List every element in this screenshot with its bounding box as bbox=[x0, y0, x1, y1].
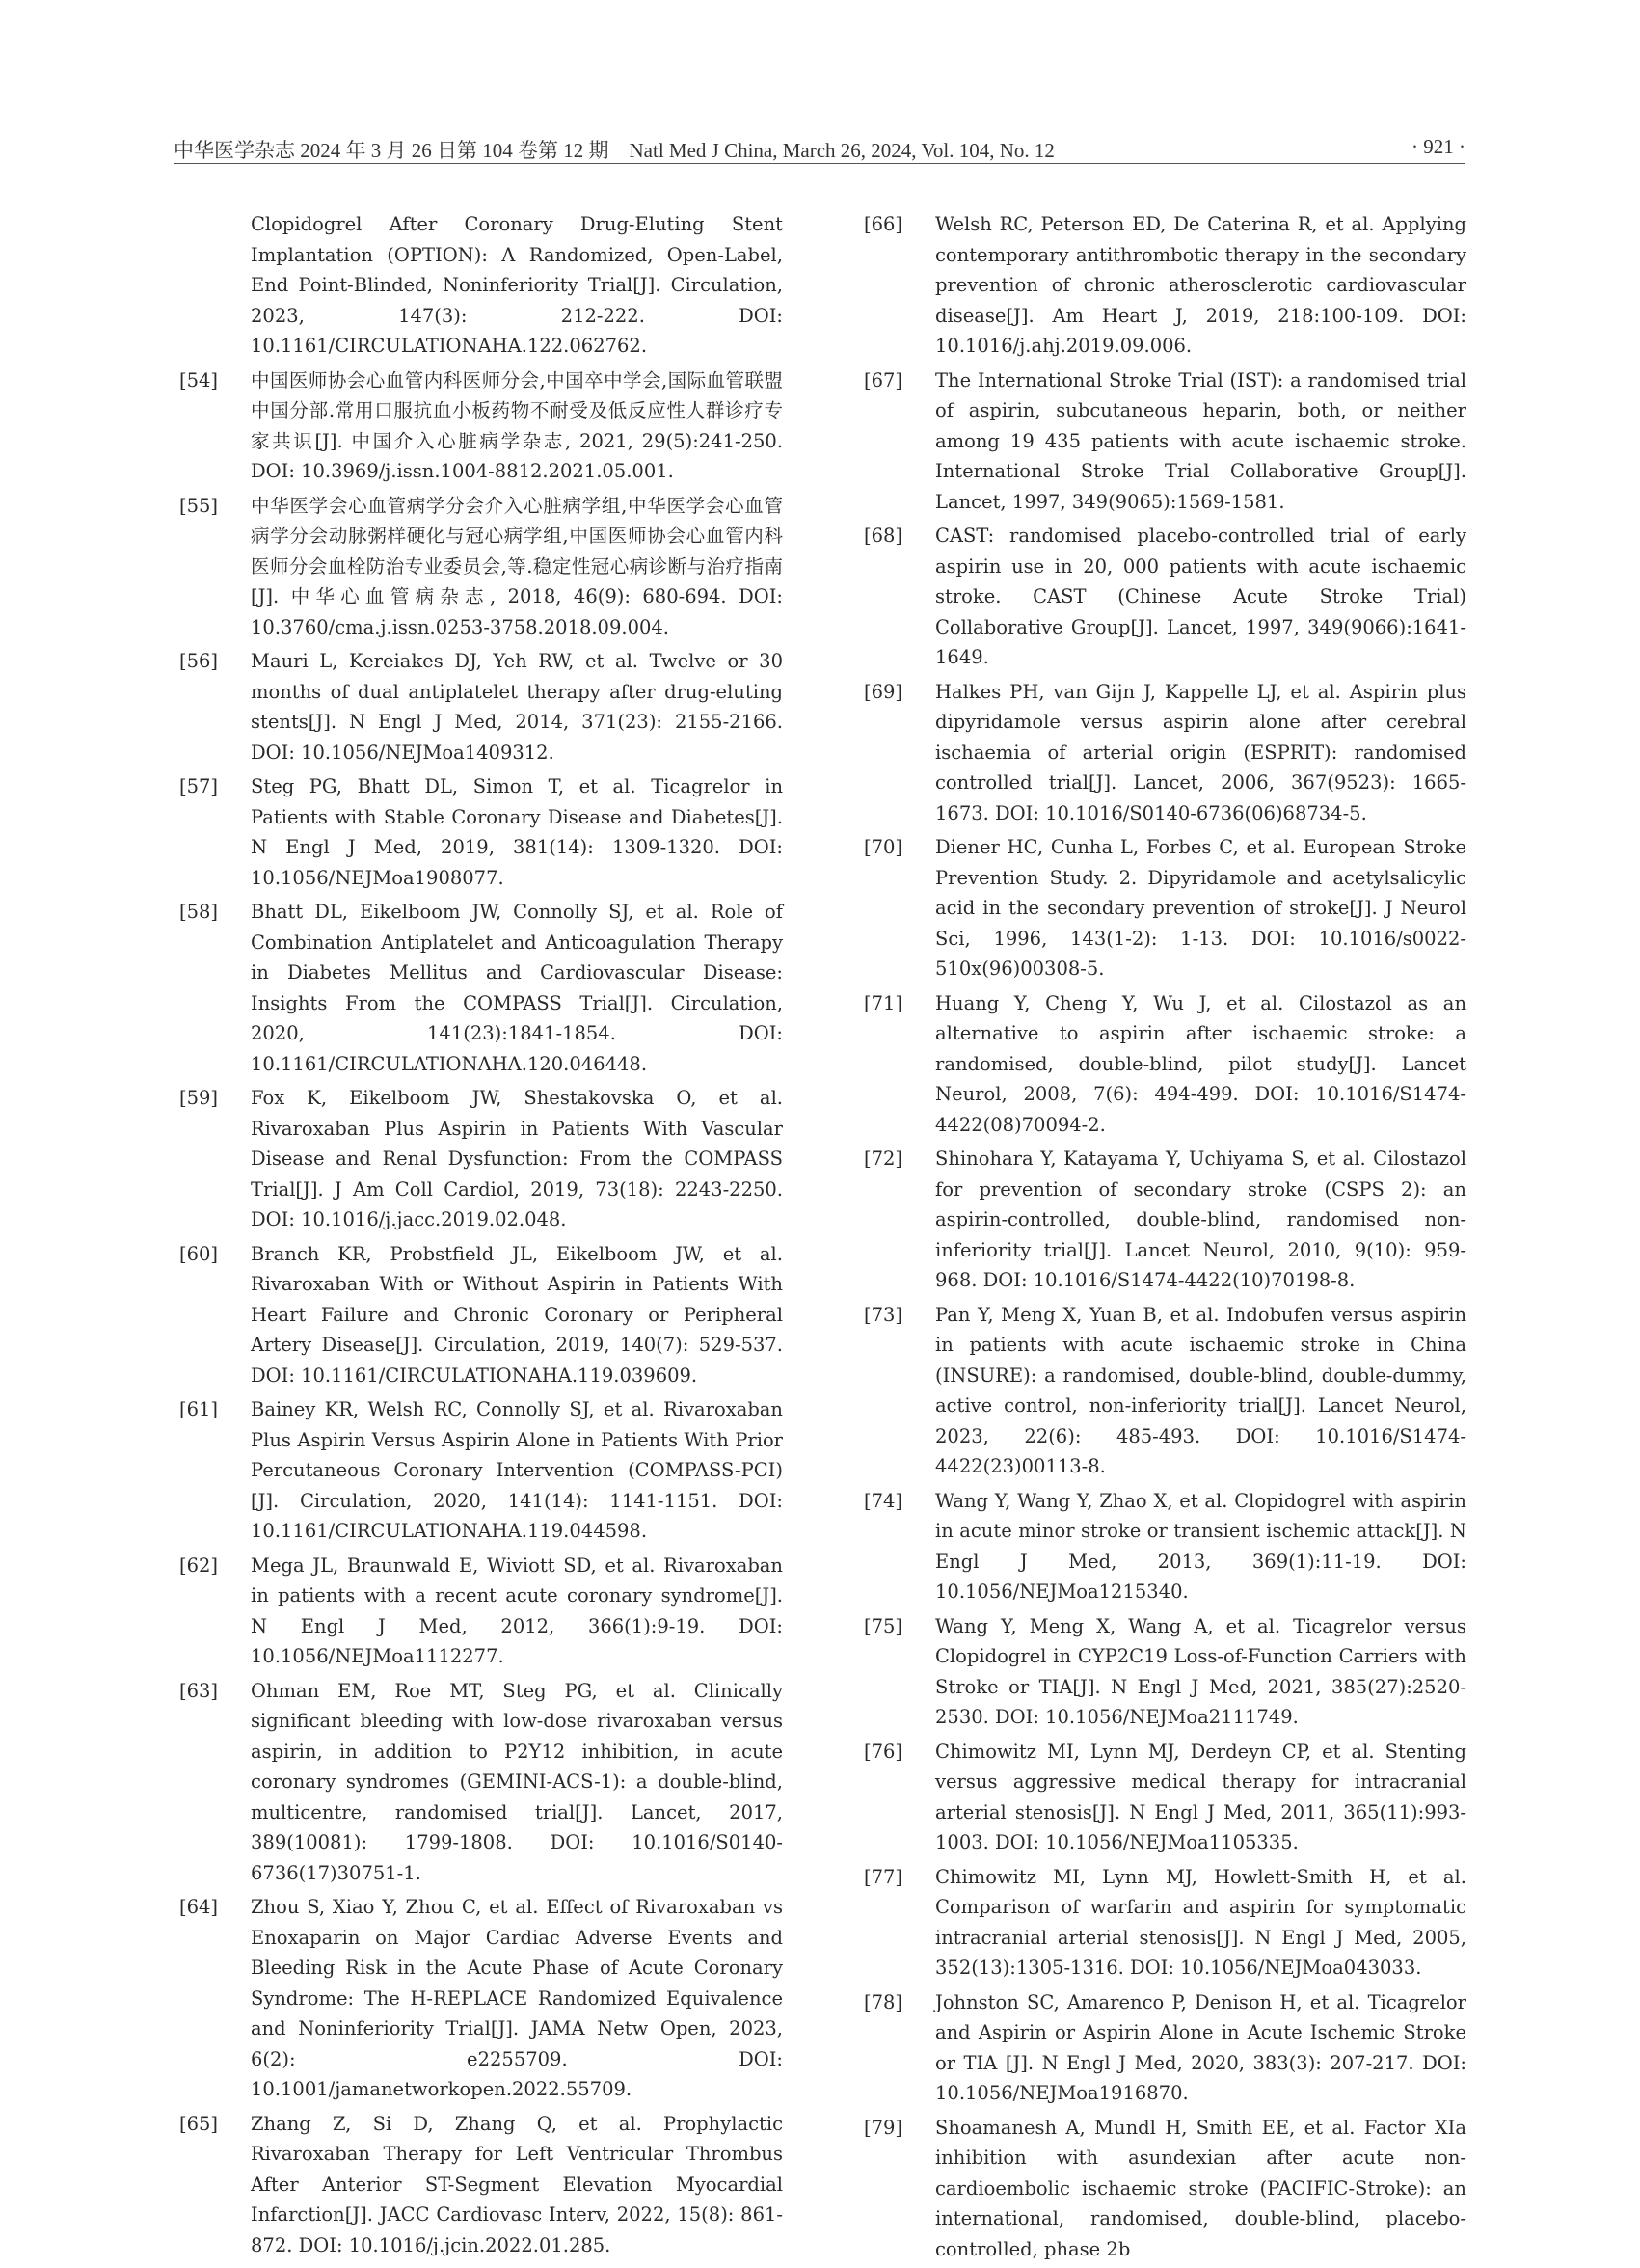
reference-number: [55] bbox=[179, 494, 219, 517]
reference-item bbox=[864, 1987, 1466, 2109]
reference-item bbox=[179, 365, 783, 487]
reference-item bbox=[864, 1611, 1466, 1733]
reference-number: [71] bbox=[864, 991, 903, 1014]
header-rule bbox=[174, 163, 1465, 164]
reference-item bbox=[179, 771, 783, 893]
reference-number: [70] bbox=[864, 836, 903, 858]
reference-number: [59] bbox=[179, 1087, 219, 1109]
reference-item bbox=[864, 1737, 1466, 1858]
reference-text: Huang Y, Cheng Y, Wu J, et al. Cilostazol as an alternative to aspirin after ischaemic stroke: a randomised, double-blind, pilot study[J]. Lancet Neurol, 2008, 7(6): 494-499. DOI: 10.1016/S1474-4422(08)70094-2. bbox=[935, 991, 1466, 1136]
reference-number: [61] bbox=[179, 1398, 219, 1420]
reference-text: Chimowitz MI, Lynn MJ, Derdeyn CP, et al. Stenting versus aggressive medical therapy for intracranial arterial stenosis[J]. N Engl J Med, 2011, 365(11):993-1003. DOI: 10.1056/NEJMoa1105335. bbox=[935, 1740, 1466, 1853]
reference-number: [73] bbox=[864, 1303, 903, 1326]
reference-item bbox=[179, 2109, 783, 2261]
reference-number: [62] bbox=[179, 1553, 219, 1577]
reference-item bbox=[179, 1551, 783, 1672]
reference-number: [64] bbox=[179, 1896, 219, 1918]
journal-citation-header: 中华医学杂志 2024 年 3 月 26 日第 104 卷第 12 期 Natl Med J China, March 26, 2024, Vol. 104, No. 12 bbox=[174, 139, 1055, 162]
reference-item bbox=[179, 491, 783, 643]
reference-number: [54] bbox=[179, 368, 219, 392]
reference-text: Johnston SC, Amarenco P, Denison H, et al. Ticagrelor and Aspirin or Aspirin Alone in Acute Ischemic Stroke or TIA [J]. N Engl J Med, 2020, 383(3): 207-217. DOI: 10.1056/NEJMoa1916870. bbox=[935, 1990, 1466, 2104]
reference-text: Bainey KR, Welsh RC, Connolly SJ, et al. Rivaroxaban Plus Aspirin Versus Aspirin Alone in Patients With Prior Percutaneous Coronary Intervention (COMPASS-PCI) [J]. Circulation, 2020, 141(14): 1141-1151. DOI: 10.1161/CIRCULATIONAHA.119.044598. bbox=[251, 1398, 783, 1542]
reference-text: 中华医学会心血管病学分会介入心脏病学组,中华医学会心血管病学分会动脉粥样硬化与冠心病学组,中国医师协会心血管内科医师分会血栓防治专业委员会,等.稳定性冠心病诊断与治疗指南[J]. 中华心血管病杂志, 2018, 46(9): 680-694. DOI: 10.3760/cma.j.issn.0253-3758.2018.09.004. bbox=[251, 494, 783, 638]
reference-item bbox=[864, 988, 1466, 1141]
running-header bbox=[174, 131, 1465, 164]
reference-text: CAST: randomised placebo-controlled trial of early aspirin use in 20, 000 patients with acute ischaemic stroke. CAST (Chinese Acute Stroke Trial) Collaborative Group[J]. Lancet, 1997, 349(9066):1641-1649. bbox=[935, 525, 1466, 668]
reference-item bbox=[179, 209, 783, 362]
reference-number: [72] bbox=[864, 1148, 903, 1170]
reference-number: [76] bbox=[864, 1740, 903, 1763]
reference-item bbox=[864, 209, 1466, 362]
reference-item bbox=[864, 2113, 1466, 2265]
reference-item bbox=[864, 1862, 1466, 1984]
reference-number: [58] bbox=[179, 901, 219, 923]
reference-text: Pan Y, Meng X, Yuan B, et al. Indobufen versus aspirin in patients with acute ischaemic stroke in China (INSURE): a randomised, double-blind, double-dummy, active control, non-inferiority trial[J]. Lancet Neurol, 2023, 22(6): 485-493. DOI: 10.1016/S1474-4422(23)00113-8. bbox=[935, 1303, 1466, 1477]
reference-text: Zhou S, Xiao Y, Zhou C, et al. Effect of Rivaroxaban vs Enoxaparin on Major Cardiac Adverse Events and Bleeding Risk in the Acute Phase of Acute Coronary Syndrome: The H-REPLACE Randomized Equivalence and Noninferiority Trial[J]. JAMA Netw Open, 2023, 6(2): e2255709. DOI: 10.1001/jamanetworkopen.2022.55709. bbox=[251, 1896, 783, 2100]
reference-number: [74] bbox=[864, 1489, 903, 1512]
reference-item bbox=[864, 365, 1466, 518]
reference-text: 中国医师协会心血管内科医师分会,中国卒中学会,国际血管联盟中国分部.常用口服抗血小板药物不耐受及低反应性人群诊疗专家共识[J]. 中国介入心脏病学杂志, 2021, 29(5):241-250. DOI: 10.3969/j.issn.1004-8812.2021.05.001. bbox=[251, 368, 783, 482]
reference-number: [65] bbox=[179, 2112, 219, 2135]
reference-text: Branch KR, Probstfield JL, Eikelboom JW, et al. Rivaroxaban With or Without Aspirin in Patients With Heart Failure and Chronic Coronary or Peripheral Artery Disease[J]. Circulation, 2019, 140(7): 529-537. DOI: 10.1161/CIRCULATIONAHA.119.039609. bbox=[251, 1242, 783, 1387]
reference-number: [60] bbox=[179, 1242, 219, 1265]
reference-text: Ohman EM, Roe MT, Steg PG, et al. Clinically significant bleeding with low-dose rivaroxaban versus aspirin, in addition to P2Y12 inhibition, in acute coronary syndromes (GEMINI-ACS-1): a double-blind, multicentre, randomised trial[J]. Lancet, 2017, 389(10081): 1799-1808. DOI: 10.1016/S0140-6736(17)30751-1. bbox=[251, 1679, 783, 1884]
reference-item bbox=[179, 1892, 783, 2105]
reference-text: Mega JL, Braunwald E, Wiviott SD, et al. Rivaroxaban in patients with a recent acute coronary syndrome[J]. N Engl J Med, 2012, 366(1):9-19. DOI: 10.1056/NEJMoa1112277. bbox=[251, 1553, 783, 1667]
reference-item bbox=[864, 1144, 1466, 1296]
reference-number: [57] bbox=[179, 775, 219, 797]
reference-item bbox=[179, 897, 783, 1079]
reference-text: Clopidogrel After Coronary Drug-Eluting Stent Implantation (OPTION): A Randomized, Open-Label, End Point-Blinded, Noninferiority Trial[J]. Circulation, 2023, 147(3): 212-222. DOI: 10.1161/CIRCULATIONAHA.122.062762. bbox=[251, 213, 783, 357]
reference-text: Halkes PH, van Gijn J, Kappelle LJ, et al. Aspirin plus dipyridamole versus aspirin alone after cerebral ischaemia of arterial origin (ESPRIT): randomised controlled trial[J]. Lancet, 2006, 367(9523): 1665-1673. DOI: 10.1016/S0140-6736(06)68734-5. bbox=[935, 680, 1466, 824]
reference-text: Welsh RC, Peterson ED, De Caterina R, et al. Applying contemporary antithrombotic therapy in the secondary prevention of chronic atherosclerotic cardiovascular disease[J]. Am Heart J, 2019, 218:100-109. DOI: 10.1016/j.ahj.2019.09.006. bbox=[935, 213, 1466, 357]
reference-item bbox=[864, 521, 1466, 673]
reference-text: Shoamanesh A, Mundl H, Smith EE, et al. Factor XIa inhibition with asundexian after acute non-cardioembolic ischaemic stroke (PACIFIC-Stroke): an international, randomised, double-blind, placebo-controlled, phase 2b bbox=[935, 2116, 1466, 2260]
reference-item bbox=[179, 1239, 783, 1391]
reference-number: [67] bbox=[864, 368, 903, 392]
reference-text: Zhang Z, Si D, Zhang Q, et al. Prophylactic Rivaroxaban Therapy for Left Ventricular Thrombus After Anterior ST-Segment Elevation Myocardial Infarction[J]. JACC Cardiovasc Interv, 2022, 15(8): 861-872. DOI: 10.1016/j.jcin.2022.01.285. bbox=[251, 2112, 783, 2256]
reference-text: Fox K, Eikelboom JW, Shestakovska O, et al. Rivaroxaban Plus Aspirin in Patients With Vascular Disease and Renal Dysfunction: From the COMPASS Trial[J]. J Am Coll Cardiol, 2019, 73(18): 2243-2250. DOI: 10.1016/j.jacc.2019.02.048. bbox=[251, 1087, 783, 1230]
reference-item bbox=[864, 832, 1466, 985]
reference-number: [63] bbox=[179, 1679, 219, 1702]
reference-number: [69] bbox=[864, 680, 903, 703]
reference-text: Diener HC, Cunha L, Forbes C, et al. European Stroke Prevention Study. 2. Dipyridamole and acetylsalicylic acid in the secondary prevention of stroke[J]. J Neurol Sci, 1996, 143(1-2): 1-13. DOI: 10.1016/s0022-510x(96)00308-5. bbox=[935, 836, 1466, 980]
reference-text: The International Stroke Trial (IST): a randomised trial of aspirin, subcutaneous heparin, both, or neither among 19 435 patients with acute ischaemic stroke. International Stroke Trial Collaborative Group[J]. Lancet, 1997, 349(9065):1569-1581. bbox=[935, 368, 1466, 513]
reference-item bbox=[179, 1394, 783, 1547]
reference-number: [78] bbox=[864, 1990, 903, 2013]
reference-column-right bbox=[864, 209, 1466, 2268]
reference-number: [66] bbox=[864, 213, 903, 235]
reference-number: [77] bbox=[864, 1865, 903, 1888]
reference-column-left bbox=[179, 209, 783, 2264]
reference-item bbox=[179, 646, 783, 768]
reference-number: [68] bbox=[864, 525, 903, 547]
reference-text: Steg PG, Bhatt DL, Simon T, et al. Ticagrelor in Patients with Stable Coronary Disease and Diabetes[J]. N Engl J Med, 2019, 381(14): 1309-1320. DOI: 10.1056/NEJMoa1908077. bbox=[251, 775, 783, 889]
reference-number: [75] bbox=[864, 1614, 903, 1637]
reference-number: [79] bbox=[864, 2116, 903, 2139]
reference-text: Bhatt DL, Eikelboom JW, Connolly SJ, et al. Role of Combination Antiplatelet and Anticoagulation Therapy in Diabetes Mellitus and Cardiovascular Disease: Insights From the COMPASS Trial[J]. Circulation, 2020, 141(23):1841-1854. DOI: 10.1161/CIRCULATIONAHA.120.046448. bbox=[251, 901, 783, 1075]
reference-text: Wang Y, Wang Y, Zhao X, et al. Clopidogrel with aspirin in acute minor stroke or transient ischemic attack[J]. N Engl J Med, 2013, 369(1):11-19. DOI: 10.1056/NEJMoa1215340. bbox=[935, 1489, 1466, 1603]
reference-item bbox=[179, 1676, 783, 1889]
reference-item bbox=[179, 1083, 783, 1235]
reference-text: Chimowitz MI, Lynn MJ, Howlett-Smith H, et al. Comparison of warfarin and aspirin for symptomatic intracranial arterial stenosis[J]. N Engl J Med, 2005, 352(13):1305-1316. DOI: 10.1056/NEJMoa043033. bbox=[935, 1865, 1466, 1979]
reference-item bbox=[864, 1486, 1466, 1607]
reference-text: Wang Y, Meng X, Wang A, et al. Ticagrelor versus Clopidogrel in CYP2C19 Loss-of-Function Carriers with Stroke or TIA[J]. N Engl J Med, 2021, 385(27):2520-2530. DOI: 10.1056/NEJMoa2111749. bbox=[935, 1614, 1466, 1728]
reference-text: Shinohara Y, Katayama Y, Uchiyama S, et al. Cilostazol for prevention of secondary stroke (CSPS 2): an aspirin-controlled, double-blind, randomised non-inferiority trial[J]. Lancet Neurol, 2010, 9(10): 959-968. DOI: 10.1016/S1474-4422(10)70198-8. bbox=[935, 1148, 1466, 1291]
reference-number: [56] bbox=[179, 650, 219, 672]
reference-text: Mauri L, Kereiakes DJ, Yeh RW, et al. Twelve or 30 months of dual antiplatelet therapy after drug-eluting stents[J]. N Engl J Med, 2014, 371(23): 2155-2166. DOI: 10.1056/NEJMoa1409312. bbox=[251, 650, 783, 764]
page-number: · 921 · bbox=[1411, 135, 1465, 158]
reference-item bbox=[864, 1300, 1466, 1482]
reference-item bbox=[864, 677, 1466, 829]
